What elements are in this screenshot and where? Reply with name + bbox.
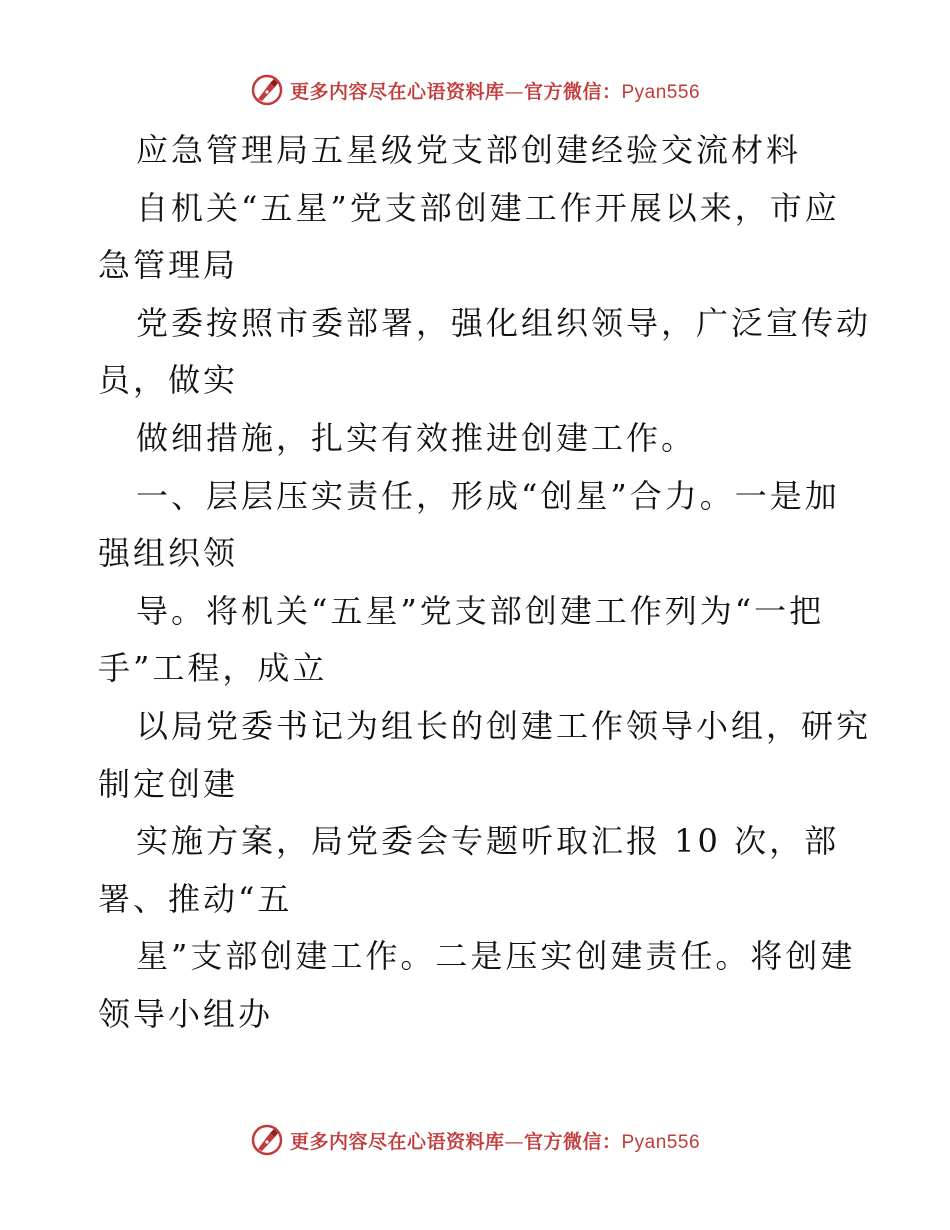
paragraph-line: 强组织领 — [98, 534, 239, 573]
paragraph-line: 一、层层压实责任，形成“创星”合力。一是加 — [136, 476, 840, 515]
watermark-wechat-label: 官方微信： — [523, 1130, 622, 1153]
footer-watermark — [0, 1120, 950, 1160]
paragraph-line: 领导小组办 — [98, 994, 274, 1033]
paragraph-line: 急管理局 — [98, 246, 239, 285]
header-watermark — [0, 70, 950, 110]
paragraph-line: 制定创建 — [98, 764, 239, 803]
pen-nib-logo-icon — [250, 1123, 284, 1157]
watermark-separator: — — [504, 80, 524, 103]
paragraph-line: 星”支部创建工作。二是压实创建责任。将创建 — [136, 937, 856, 976]
watermark-separator: — — [504, 1130, 524, 1153]
paragraph-line: 员，做实 — [98, 361, 239, 400]
watermark-wechat-id: Pyan556 — [621, 1131, 701, 1153]
watermark-main: 更多内容尽在心语资料库 — [289, 1130, 505, 1153]
watermark-main: 更多内容尽在心语资料库 — [289, 80, 505, 103]
paragraph-line: 署、推动“五 — [98, 879, 293, 918]
paragraph-line: 导。将机关“五星”党支部创建工作列为“一把 — [136, 591, 825, 630]
paragraph-line: 自机关“五星”党支部创建工作开展以来，市应 — [136, 188, 840, 227]
paragraph-line: 以局党委书记为组长的创建工作领导小组，研究 — [136, 706, 872, 745]
paragraph-line: 手”工程，成立 — [98, 649, 328, 688]
watermark-text — [290, 1127, 700, 1154]
paragraph-line: 做细措施，扎实有效推进创建工作。 — [136, 418, 697, 457]
watermark-text — [290, 77, 700, 104]
document-title: 应急管理局五星级党支部创建经验交流材料 — [136, 131, 802, 169]
watermark-wechat-id: Pyan556 — [621, 81, 701, 103]
paragraph-line: 党委按照市委部署，强化组织领导，广泛宣传动 — [136, 303, 872, 342]
pen-nib-logo-icon — [250, 73, 284, 107]
watermark-wechat-label: 官方微信： — [523, 80, 622, 103]
document-body — [0, 122, 950, 1044]
paragraph-line: 实施方案，局党委会专题听取汇报 10 次，部 — [136, 822, 840, 861]
